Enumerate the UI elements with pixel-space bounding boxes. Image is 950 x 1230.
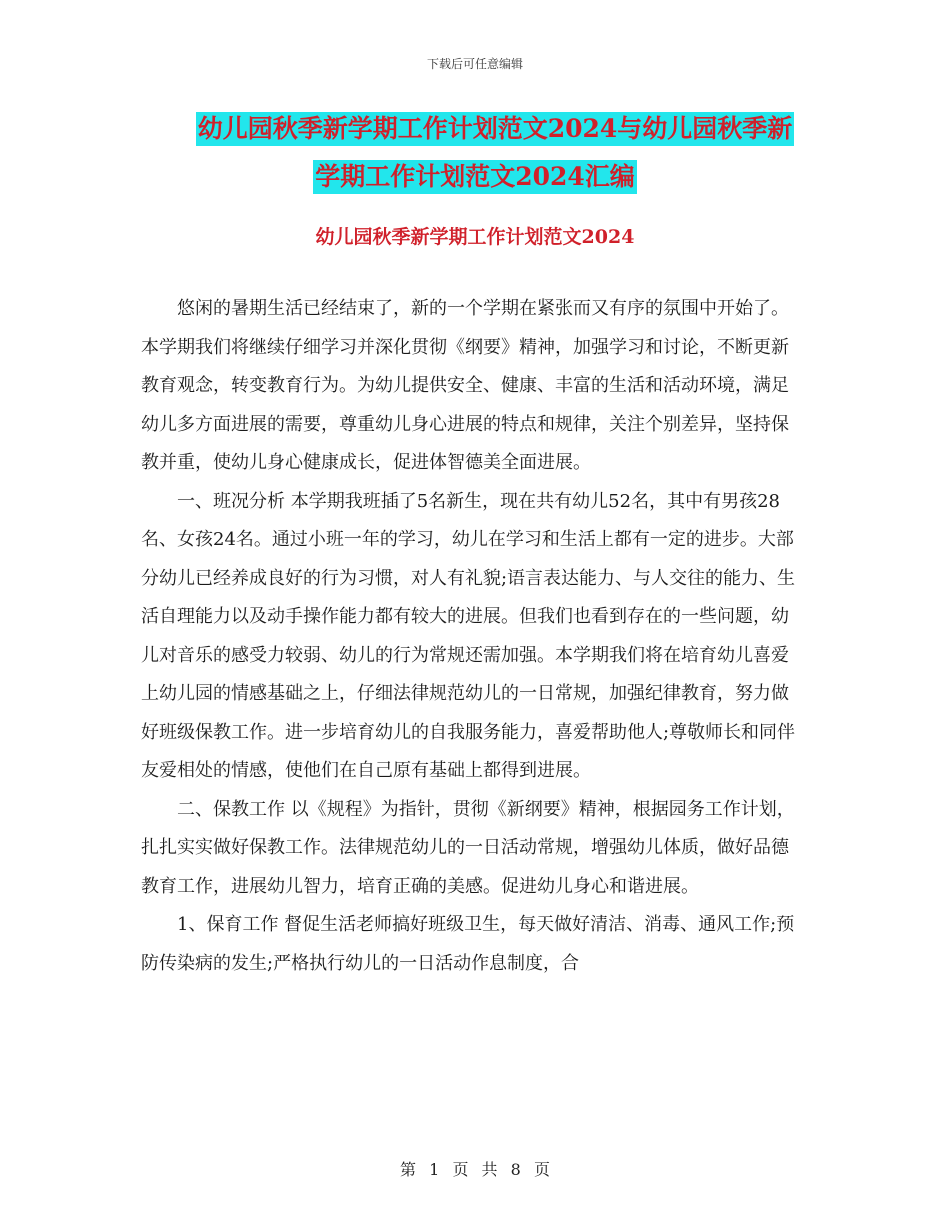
paragraph-intro: 悠闲的暑期生活已经结束了，新的一个学期在紧张而又有序的氛围中开始了。本学期我们将继续仔细学习并深化贯彻《纲要》精神，加强学习和讨论，不断更新教育观念，转变教育行为。为幼儿提供安全、健康、丰富的生活和活动环境，满足幼儿多方面进展的需要，尊重幼儿身心进展的特点和规律，关注个别差异，坚持保教并重，使幼儿身心健康成长，促进体智德美全面进展。 — [141, 298, 789, 473]
title-line-1: 幼儿园秋季新学期工作计划范文2024与幼儿园秋季新 — [196, 112, 795, 146]
paragraph-care-education: 二、保教工作 以《规程》为指针，贯彻《新纲要》精神，根据园务工作计划，扎扎实实做好保教工作。法律规范幼儿的一日活动常规，增强幼儿体质，做好品德教育工作，进展幼儿智力，培育正确的美感。促进幼儿身心和谐进展。 — [141, 798, 795, 897]
paragraph-class-analysis: 一、班况分析 本学期我班插了5名新生，现在共有幼儿52名，其中有男孩28名、女孩24名。通过小班一年的学习，幼儿在学习和生活上都有一定的进步。大部分幼儿已经养成良好的行为习惯，对人有礼貌;语言表达能力、与人交往的能力、生活自理能力以及动手操作能力都有较大的进展。但我们也看到存在的一些问题，幼儿对音乐的感受力较弱、幼儿的行为常规还需加强。本学期我们将在培育幼儿喜爱上幼儿园的情感基础之上，仔细法律规范幼儿的一日常规，加强纪律教育，努力做好班级保教工作。进一步培育幼儿的自我服务能力，喜爱帮助他人;尊敬师长和同伴友爱相处的情感，使他们在自己原有基础上都得到进展。 — [141, 490, 796, 781]
current-page-number: 1 — [429, 1160, 440, 1179]
document-title — [0, 112, 950, 194]
paragraph-nursing: 1、保育工作 督促生活老师搞好班级卫生，每天做好清洁、消毒、通风工作;预防传染病的发生;严格执行幼儿的一日活动作息制度，合 — [141, 914, 795, 974]
page-footer — [0, 1157, 950, 1180]
header-note: 下载后可任意编辑 — [426, 57, 523, 71]
footer-ye-2: 页 — [533, 1160, 550, 1179]
footer-di: 第 — [400, 1160, 417, 1179]
document-body — [141, 290, 806, 983]
footer-gong: 共 — [481, 1160, 498, 1179]
footer-ye: 页 — [452, 1160, 469, 1179]
title-line-2: 学期工作计划范文2024汇编 — [313, 160, 637, 194]
total-page-count: 8 — [510, 1160, 521, 1179]
section-title: 幼儿园秋季新学期工作计划范文2024 — [315, 226, 635, 248]
